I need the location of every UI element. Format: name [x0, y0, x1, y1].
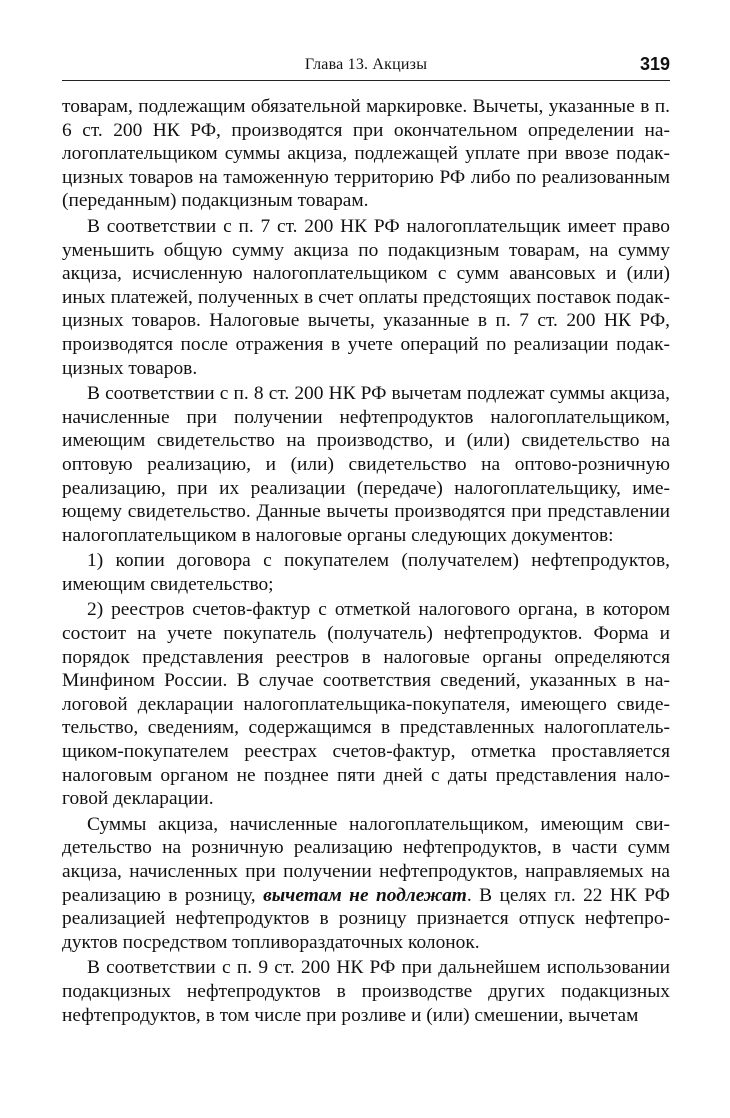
- list-item-invoice-registers: 2) реестров счетов-фактур с отметкой налогового органа, в котором состоит на учете покупатель (получатель) нефтепродуктов. Форма и порядок представления реестров в налоговые органы определяются Минфином России. В случае соответствия сведений, указанных в налоговой декларации налогоплательщика-покупателя, имеющего свидетельство, сведениям, содержащимся в представленных налогоплательщиком-покупателем реестрах счетов-фактур, отметка проставляется налоговым органом не позднее пяти дней с даты представления налоговой декларации.: [62, 599, 670, 810]
- page-number: 319: [639, 54, 670, 74]
- paragraph-continued: товарам, подлежащим обязательной маркировке. Вычеты, указанные в п. 6 ст. 200 НК РФ, производятся при окончательном определении налогоплательщиком суммы акциза, подлежащей уплате при ввозе подакцизных товаров на таможенную территорию РФ либо по реализованным (переданным) подакцизным товарам.: [62, 96, 670, 212]
- book-page: [62, 52, 670, 1027]
- paragraph-tax-deduction-p7: В соответствии с п. 7 ст. 200 НК РФ налогоплательщик имеет право уменьшить общую сумму акциза по подакцизным товарам, на сумму акциза, исчисленную налогоплательщиком с сумм авансовых и (или) иных платежей, полученных в счет оплаты предстоящих поставок подакцизных товаров. Налоговые вычеты, указанные в п. 7 ст. 200 НК РФ, производятся после отражения в учете операций по реализации подакцизных товаров.: [62, 215, 670, 379]
- paragraph-retail-excise: [62, 813, 670, 955]
- paragraph-retail-excise-start: Суммы акциза, начисленные налогоплательщиком, имеющим свидетельство на розничную реализацию нефтепродуктов, в части сумм акциза, начисленных при получении нефтепродуктов, направляемых на реализацию в розницу,: [62, 813, 670, 906]
- running-header: [62, 52, 670, 81]
- list-item-contract-copy: 1) копии договора с покупателем (получателем) нефтепродуктов, имеющим свидетельство;: [62, 550, 670, 595]
- paragraph-tax-deduction-p9: В соответствии с п. 9 ст. 200 НК РФ при дальнейшем использовании подакцизных нефтепродуктов в производстве других подакцизных нефтепродуктов, в том числе при розливе и (или) смешении, вычетам: [62, 957, 670, 1026]
- paragraph-tax-deduction-p8: В соответствии с п. 8 ст. 200 НК РФ вычетам подлежат суммы акциза, начисленные при получении нефтепродуктов налогоплательщиком, имеющим свидетельство на производство, и (или) свидетельство на оптовую реализацию, и (или) свидетельство на оптово-розничную реализацию, при их реализации (передаче) налогоплательщику, имеющему свидетельство. Данные вычеты производятся при представлении налогоплательщиком в налоговые органы следующих документов:: [62, 383, 670, 546]
- paragraph-retail-excise-end: . В целях гл. 22 НК РФ реализацией нефтепродуктов в розницу признается отпуск нефтепродуктов посредством топливораздаточных колонок.: [62, 884, 670, 953]
- chapter-title: Глава 13. Акцизы: [304, 56, 428, 73]
- body-text: [62, 95, 670, 1027]
- emphasis-not-deductible: вычетам не подлежат: [263, 884, 467, 906]
